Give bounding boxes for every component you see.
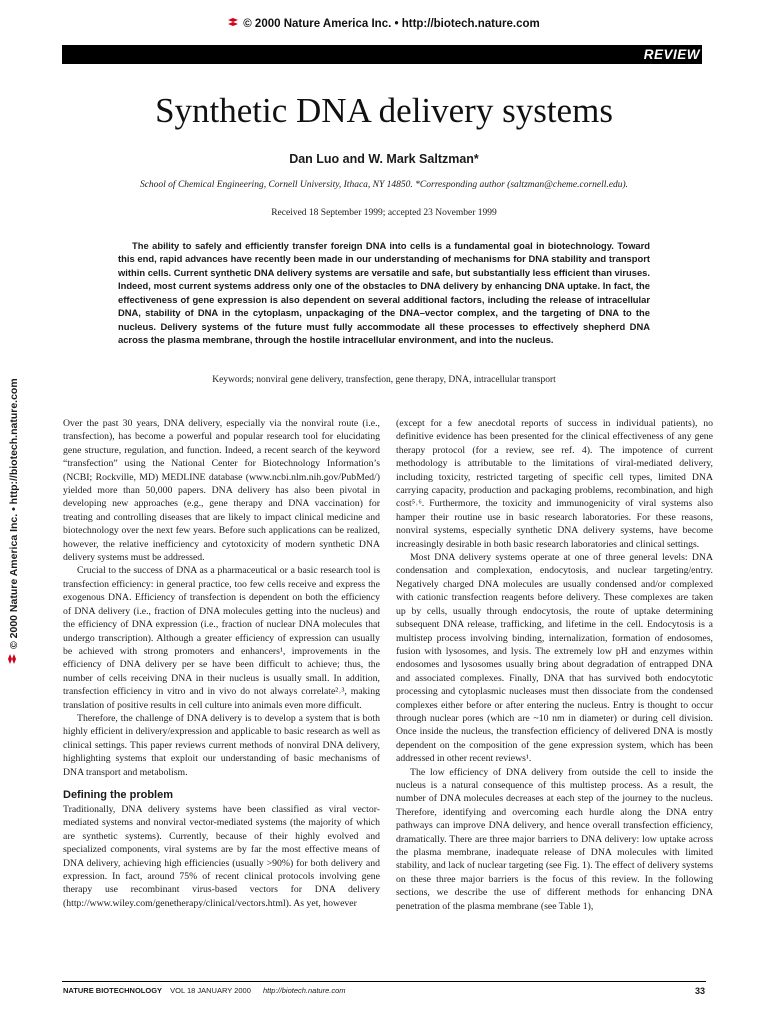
page-footer <box>63 986 705 995</box>
abstract: The ability to safely and efficiently transfer foreign DNA into cells is a fundamental goal in biotechnology. Toward this end, rapid advances have recently been made in our understanding of mechanisms for DNA stability and transport within cells. Current synthetic DNA delivery systems are versatile and safe, but substantially less efficient than viruses. Indeed, most current systems address only one of the obstacles to DNA delivery by enhancing DNA uptake. In fact, the effectiveness of gene expression is also dependent on several additional factors, including the release of intracellular DNA, stability of DNA in the cytoplasm, unpackaging of the DNA–vector complex, and the targeting of DNA to the nucleus. Delivery systems of the future must fully accommodate all these processes to effectively shepherd DNA across the plasma membrane, through the hostile intracellular environment, and into the nucleus. <box>118 240 650 346</box>
paragraph: Traditionally, DNA delivery systems have been classified as viral vector-mediated systems and nonviral vector-mediated systems (the majority of which are synthetic systems). Currently, because of their highly evolved and specialized components, viral systems are by far the most effective means of DNA delivery, achieving high efficiencies (usually >90%) for both delivery and expression. In fact, around 75% of recent clinical protocols involving gene therapy use recombinant virus-based vectors for DNA delivery (http://www.wiley.com/genetherapy/clinical/vectors.html). As yet, however <box>63 803 380 909</box>
body-column-right <box>396 417 713 913</box>
journal-volume: VOL 18 JANUARY 2000 <box>170 986 251 995</box>
paragraph: (except for a few anecdotal reports of success in individual patients), no definitive evidence has been presented for the clinical effectiveness of any gene therapy protocol (for a review, see ref. 4). The impotence of current methodology is attributable to the limitations of viral-mediated delivery, including toxicity, restricted targeting of specific cell types, limited DNA carrying capacity, production and packaging problems, recombination, and high cost⁵˒⁶. Furthermore, the toxicity and immunogenicity of viral systems also hamper their routine use in basic research laboratories. For these reasons, nonviral systems, especially synthetic DNA delivery systems, have become increasingly desirable in both basic research laboratories and clinical settings. <box>396 418 713 550</box>
journal-name: NATURE BIOTECHNOLOGY <box>63 986 163 995</box>
vertical-copyright-sidebar <box>6 372 22 664</box>
author-affiliation: School of Chemical Engineering, Cornell University, Ithaca, NY 14850. *Corresponding author (saltzman@cheme.cornell.edu). <box>139 180 629 190</box>
copyright-text: © 2000 Nature America Inc. • http://biotech.nature.com <box>243 18 540 30</box>
paragraph: Over the past 30 years, DNA delivery, especially via the nonviral route (i.e., transfection), has become a powerful and popular research tool for elucidating gene structure, regulation, and function. Indeed, a recent search of the keyword “transfection” using the National Center for Biotechnology Information’s (NCBI; Rockville, MD) MEDLINE database (www.ncbi.nlm.nih.gov/PubMed/) yielded more than 50,000 papers. DNA delivery has also been pivotal in developing new approaches (e.g., gene therapy and DNA vaccination) for treating and controlling diseases that are likely to impact clinical medicine and biotechnology over the next few years. Before such applications can be realized, however, the relative inefficiency and cytotoxicity of modern synthetic DNA delivery systems must be addressed. <box>63 418 380 564</box>
nature-logo-icon <box>8 654 18 664</box>
footer-divider <box>62 981 706 982</box>
journal-url: http://biotech.nature.com <box>262 986 346 995</box>
section-heading: Defining the problem <box>63 788 173 801</box>
section-label: REVIEW <box>643 47 700 62</box>
article-authors: Dan Luo and W. Mark Saltzman* <box>289 152 479 166</box>
sidebar-copyright-text: © 2000 Nature America Inc. • http://biotech.nature.com <box>8 378 20 649</box>
paragraph: The low efficiency of DNA delivery from outside the cell to inside the nucleus is a natural consequence of this multistep process. As a result, the number of DNA molecules decreases at each step of the journey to the nucleus. Therefore, identifying and overcoming each hurdle along the DNA entry pathways can improve DNA delivery, and hence overall transfection efficiency, dramatically. There are three major barriers to DNA delivery: low uptake across the plasma membrane, inadequate release of DNA molecules with limited stability, and lack of nuclear targeting (see Fig. 1). The effect of delivery systems on these three major barriers is the focus of this review. In the following sections, we describe the use of different methods for enhancing DNA penetration of the plasma membrane (see Table 1), <box>396 766 713 912</box>
nature-logo-icon <box>228 18 238 28</box>
section-banner <box>62 45 702 64</box>
paragraph: Therefore, the challenge of DNA delivery is to develop a system that is both highly efficient in delivery/expression and applicable to basic research as well as clinical settings. This paper reviews current methods of nonviral DNA delivery, highlighting systems that exploit our understanding of basic mechanisms of DNA transport and metabolism. <box>63 712 380 778</box>
copyright-header <box>0 18 768 30</box>
keywords: Keywords; nonviral gene delivery, transfection, gene therapy, DNA, intracellular transport <box>212 375 556 385</box>
page-number: 33 <box>694 986 705 996</box>
received-dates: Received 18 September 1999; accepted 23 November 1999 <box>271 208 497 218</box>
body-column-left <box>63 417 380 910</box>
article-title: Synthetic DNA delivery systems <box>155 91 613 130</box>
paragraph: Crucial to the success of DNA as a pharmaceutical or a basic research tool is transfection efficiency: in general practice, too few cells receive and express the exogenous DNA. Efficiency of transfection is dependent on both the efficiency of DNA delivery (i.e., fraction of DNA molecules getting into the nucleus) and the efficiency of DNA expression (i.e., fraction of nuclear DNA molecules that undergo transcription). Although a greater efficiency of expression can usually be achieved with strong promoters and enhancers¹, improvements in the efficiency of DNA delivery per se have been difficult to achieve; thus, the number of cells receiving DNA in their nucleus is usually small. In addition, transfection efficiency in vitro and in vivo do not always correlate²˒³, making translation of positive results in cell culture into animals even more difficult. <box>63 565 380 711</box>
paragraph: Most DNA delivery systems operate at one of three general levels: DNA condensation and complexation, endocytosis, and nuclear targeting/entry. Negatively charged DNA molecules are usually condensed and/or complexed with cationic transfection reagents before delivery. These complexes are taken up by cells, usually through endocytosis, the route of uptake determining subsequent DNA release, trafficking, and lifetime in the cell. Endocytosis is a multistep process involving binding, internalization, formation of endosomes, fusion with lysosomes, and lysis. The extremely low pH and enzymes within endosomes and lysosomes usually bring about degradation of entrapped DNA and associated complexes. Finally, DNA that has survived both endocytotic processing and cytoplasmic nucleases must then dissociate from the condensed complexes either before or after entering the nucleus. Entry is thought to occur through nuclear pores (which are ~10 nm in diameter) or during cell division. Once inside the nucleus, the transfection efficiency of delivered DNA is mostly dependent on the composition of the gene expression system, which has been addressed in other recent reviews¹. <box>396 552 713 765</box>
